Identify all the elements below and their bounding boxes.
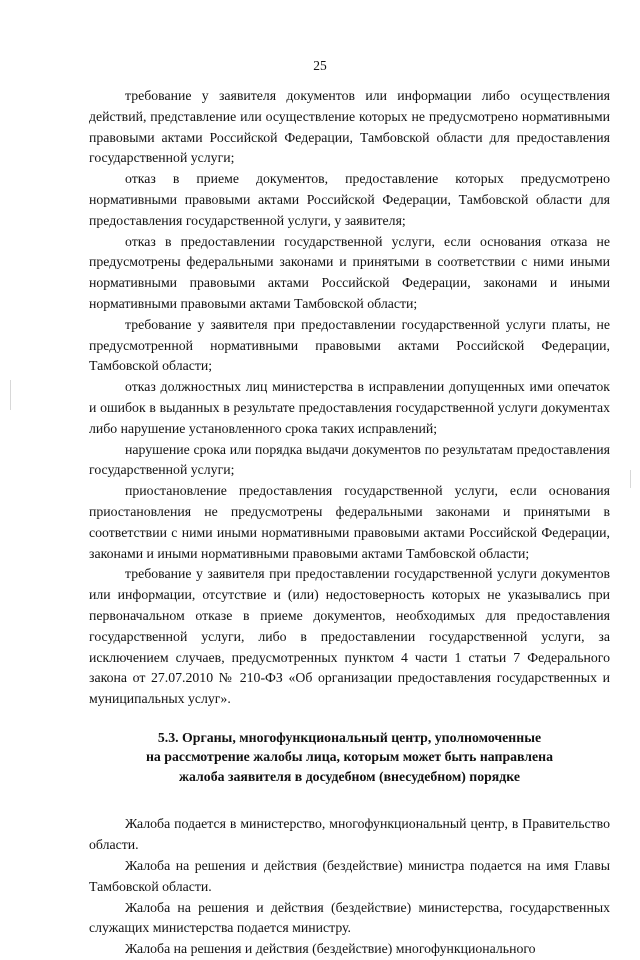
paragraph: отказ должностных лиц министерства в исправлении допущенных ими опечаток и ошибок в выданных в результате предоставления государственной услуги документах либо нарушение установленного срока таких исправлений; — [89, 379, 610, 436]
paragraph: Жалоба на решения и действия (бездействие) министра подается на имя Главы Тамбовской области. — [89, 858, 610, 894]
section-paragraphs-bottom — [89, 814, 610, 960]
paragraph: Жалоба подается в министерство, многофункциональный центр, в Правительство области. — [89, 816, 610, 853]
paragraph: Жалоба на решения и действия (бездействие) министерства, государственных служащих министерства подается министру. — [89, 899, 610, 936]
section-heading-line: 5.3. Органы, многофункциональный центр, уполномоченные — [157, 729, 542, 745]
paragraph: требование у заявителя при предоставлении государственной услуги документов или информации, отсутствие и (или) недостоверность которых не указывались при первоначальном отказе в приеме документов, необходимых для предоставления государственной услуги, либо в предоставлении государственной услуги, за исключением случаев, предусмотренных пунктом 4 части 1 статьи 7 Федерального закона от 27.07.2010 № 210-ФЗ «Об организации предоставления государственных и муниципальных услуг». — [89, 566, 610, 707]
paragraph: отказ в предоставлении государственной услуги, если основания отказа не предусмотрены федеральными законами и принятыми в соответствии с ними иными нормативными правовыми актами Российской Федерации, законами и иными нормативными правовыми актами Тамбовской области; — [89, 233, 610, 311]
document-body — [89, 86, 610, 960]
section-heading-line: на рассмотрение жалобы лица, которым может быть направлена — [145, 749, 554, 765]
paragraph: приостановление предоставления государственной услуги, если основания приостановления не предусмотрены федеральными законами и принятыми в соответствии с ними иными нормативными правовыми актами Российской Федерации, законами и иными нормативными правовыми актами Тамбовской области; — [89, 483, 610, 561]
scan-artifact — [10, 380, 11, 410]
paragraph: Жалоба на решения и действия (бездействие) многофункционального — [125, 941, 536, 957]
scan-artifact — [630, 470, 631, 488]
paragraph: требование у заявителя документов или информации либо осуществления действий, представление или осуществление которых не предусмотрено нормативными правовыми актами Российской Федерации, Тамбовской области для предоставления государственной услуги; — [89, 88, 610, 166]
paragraph: требование у заявителя при предоставлении государственной услуги платы, не предусмотренной нормативными правовыми актами Российской Федерации, Тамбовской области; — [89, 316, 610, 374]
section-heading-line: жалоба заявителя в досудебном (внесудебном) порядке — [179, 768, 520, 784]
paragraph: отказ в приеме документов, предоставление которых предусмотрено нормативными правовыми актами Российской Федерации, Тамбовской области для предоставления государственной услуги, у заявителя; — [89, 171, 610, 228]
paragraph: нарушение срока или порядка выдачи документов по результатам предоставления государственной услуги; — [89, 441, 610, 478]
page-number: 25 — [313, 58, 327, 73]
section-heading — [89, 728, 610, 787]
section-paragraphs-top — [89, 86, 610, 710]
